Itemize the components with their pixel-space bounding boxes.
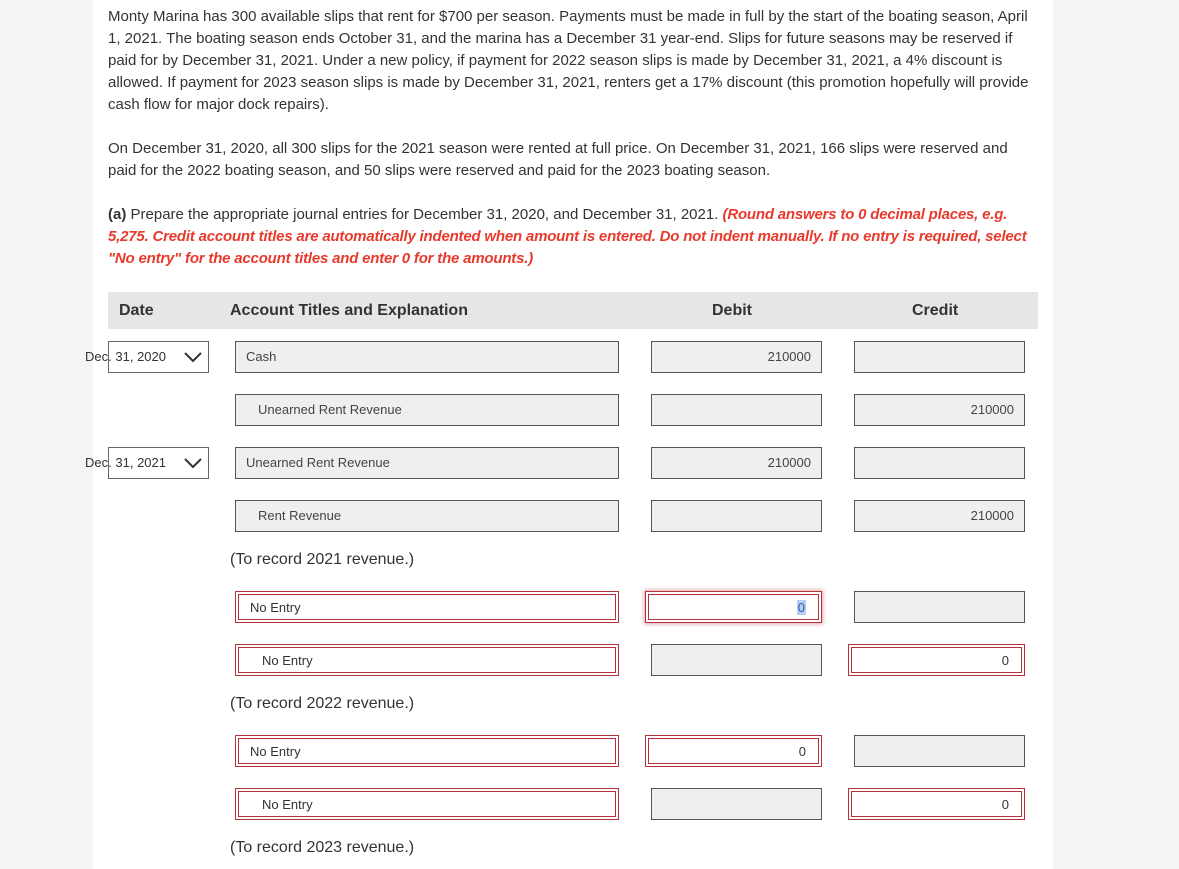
debit-field-8[interactable] <box>651 788 822 820</box>
debit-field-5-value <box>648 594 819 620</box>
debit-field-7[interactable] <box>645 735 822 767</box>
account-field-7[interactable] <box>235 735 619 767</box>
account-field-2[interactable]: Unearned Rent Revenue <box>235 394 619 426</box>
problem-paragraph-1: Monty Marina has 300 available slips that rent for $700 per season. Payments must be made in full by the start of the boating season, April 1, 2021. The boating season ends October 31, and the marina has a December 31 year-end. Slips for future seasons may be reserved if paid for by December 31, 2021. Under a new policy, if payment for 2022 season slips is made by December 31, 2021, a 4% discount is allowed. If payment for 2023 season slips is made by December 31, 2021, renters get a 17% discount (this promotion hopefully will provide cash flow for major dock repairs). <box>108 8 1029 113</box>
chevron-down-icon <box>184 349 202 365</box>
explanation-note-2: (To record 2022 revenue.) <box>230 695 415 712</box>
problem-paragraph-2: On December 31, 2020, all 300 slips for the 2021 season were rented at full price. On December 31, 2021, 166 slips were reserved and paid for the 2022 boating season, and 50 slips were reserved and paid for the 2023 boating season. <box>108 140 1008 179</box>
header-credit: Credit <box>912 302 959 319</box>
question-part-a <box>108 204 1038 270</box>
debit-field-4[interactable] <box>651 500 822 532</box>
debit-field-7-value: 0 <box>648 738 819 764</box>
header-date: Date <box>119 302 154 319</box>
selected-text: 0 <box>797 600 805 615</box>
credit-field-6-value: 0 <box>851 647 1022 673</box>
credit-field-3[interactable] <box>854 447 1025 479</box>
account-field-3[interactable]: Unearned Rent Revenue <box>235 447 619 479</box>
debit-field-3[interactable]: 210000 <box>651 447 822 479</box>
date-select-1-value: Dec. 31, 2020 <box>85 349 166 364</box>
account-field-7-value: No Entry <box>238 738 616 764</box>
account-field-8-value: No Entry <box>238 791 616 817</box>
debit-field-2[interactable] <box>651 394 822 426</box>
account-field-5-value: No Entry <box>238 594 616 620</box>
credit-field-7[interactable] <box>854 735 1025 767</box>
explanation-note-3: (To record 2023 revenue.) <box>230 839 415 856</box>
debit-field-5[interactable] <box>645 591 822 623</box>
date-select-1[interactable] <box>85 341 209 373</box>
date-select-2[interactable] <box>85 447 209 479</box>
header-account-titles: Account Titles and Explanation <box>230 302 468 319</box>
credit-field-6[interactable] <box>848 644 1025 676</box>
header-debit: Debit <box>712 302 752 319</box>
part-text: Prepare the appropriate journal entries for December 31, 2020, and December 31, 2021. <box>130 206 719 223</box>
account-field-4[interactable]: Rent Revenue <box>235 500 619 532</box>
debit-field-6[interactable] <box>651 644 822 676</box>
credit-field-4[interactable]: 210000 <box>854 500 1025 532</box>
credit-field-5[interactable] <box>854 591 1025 623</box>
journal-table-header <box>108 292 1038 329</box>
account-field-6[interactable] <box>235 644 619 676</box>
account-field-6-value: No Entry <box>238 647 616 673</box>
date-select-2-value: Dec. 31, 2021 <box>85 455 166 470</box>
part-label: (a) <box>108 206 127 223</box>
credit-field-8[interactable] <box>848 788 1025 820</box>
instructions-text: (Round answers to 0 decimal places, e.g. 5,275. Credit account titles are automatically indented when amount is entered. Do not indent manually. If no entry is required, select "No entry" for the account titles and enter 0 for the amounts.) <box>108 206 1027 267</box>
chevron-down-icon <box>184 455 202 471</box>
credit-field-1[interactable] <box>854 341 1025 373</box>
explanation-note-1: (To record 2021 revenue.) <box>230 551 415 568</box>
account-field-5[interactable] <box>235 591 619 623</box>
account-field-8[interactable] <box>235 788 619 820</box>
debit-field-1[interactable]: 210000 <box>651 341 822 373</box>
credit-field-8-value: 0 <box>851 791 1022 817</box>
account-field-1[interactable]: Cash <box>235 341 619 373</box>
credit-field-2[interactable]: 210000 <box>854 394 1025 426</box>
